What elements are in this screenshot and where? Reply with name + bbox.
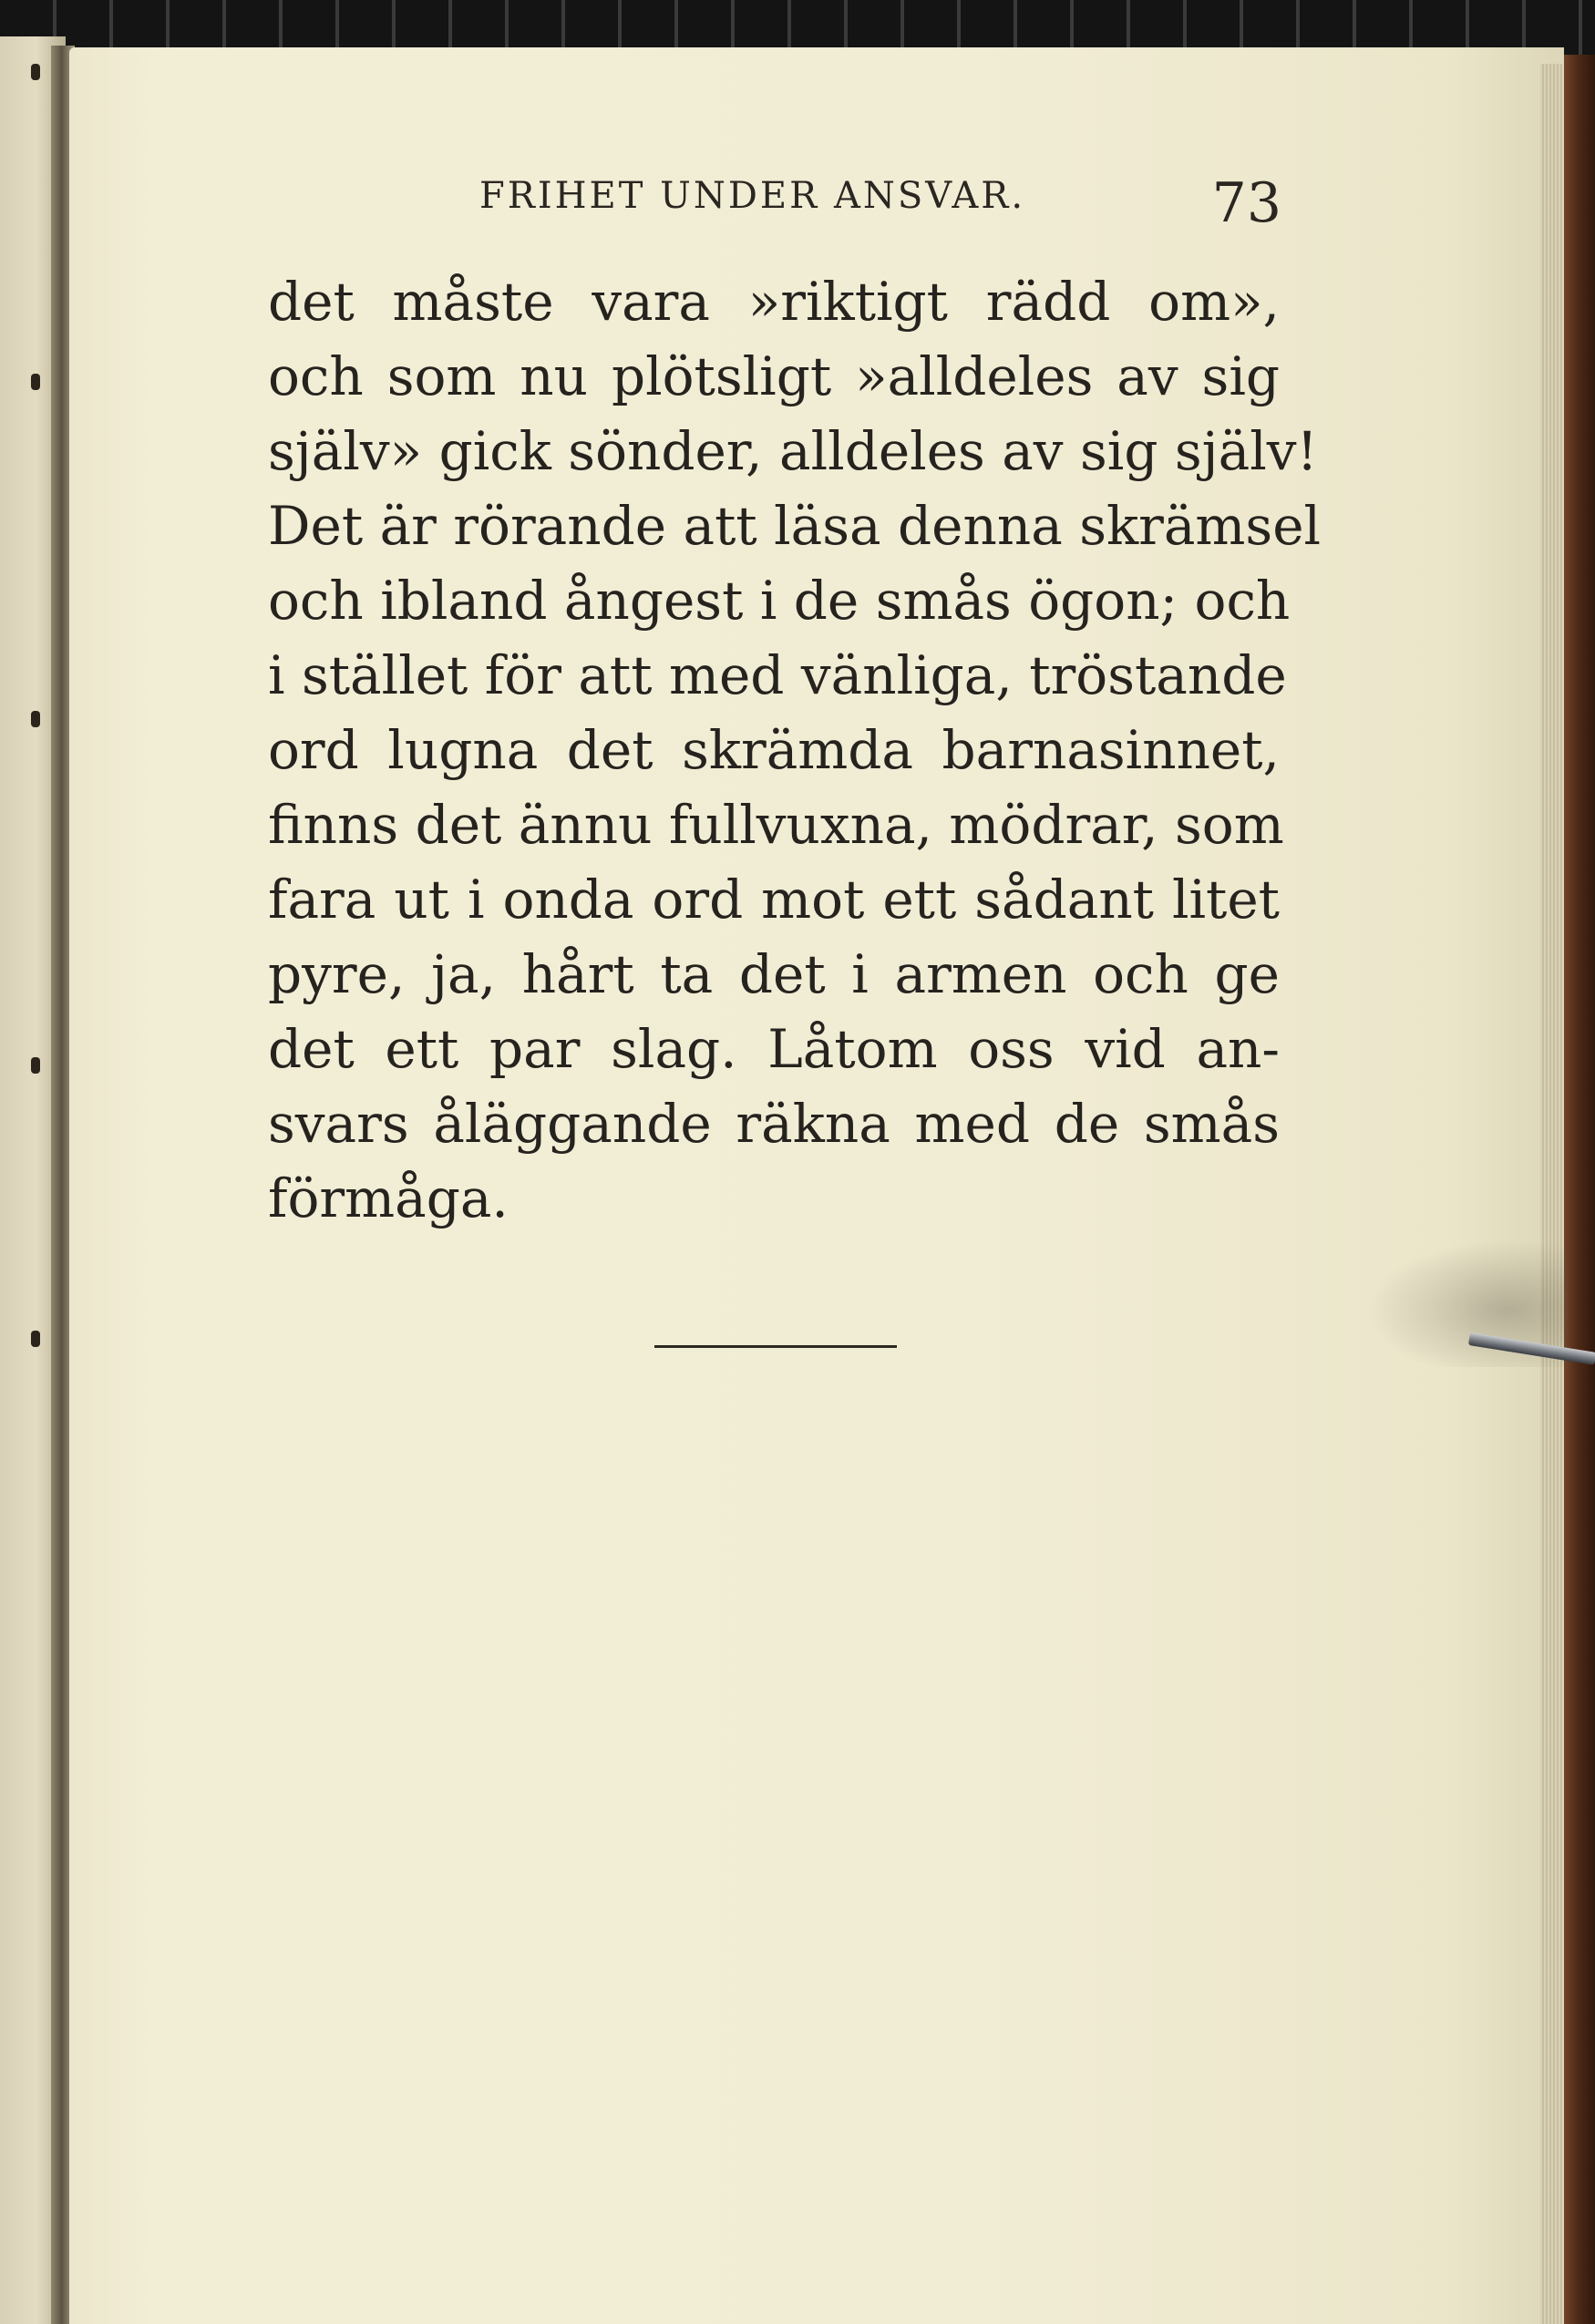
binding-stitch bbox=[31, 711, 40, 727]
text-line: finns det ännu fullvuxna, mödrar, som bbox=[268, 794, 1284, 856]
text-line: och som nu plötsligt »alldeles av sig bbox=[268, 345, 1280, 407]
binding-stitch bbox=[31, 1331, 40, 1347]
text-line: själv» gick sönder, alldeles av sig själv! bbox=[268, 420, 1318, 482]
text-line: svars åläggande räkna med de smås bbox=[268, 1093, 1280, 1155]
page-number: 73 bbox=[1211, 171, 1281, 235]
page-block-edge bbox=[1540, 64, 1562, 2324]
text-line: förmåga. bbox=[268, 1167, 509, 1229]
text-line: det ett par slag. Låtom oss vid an- bbox=[268, 1018, 1280, 1080]
text-line: och ibland ångest i de smås ögon; och bbox=[268, 570, 1291, 632]
text-line: fara ut i onda ord mot ett sådant litet bbox=[268, 869, 1280, 931]
binding-stitch bbox=[31, 64, 40, 80]
body-text bbox=[268, 264, 1322, 1236]
binding-stitch bbox=[31, 1057, 40, 1074]
section-end-rule bbox=[654, 1345, 897, 1348]
book-cover-edge bbox=[1560, 55, 1595, 2324]
page-header bbox=[479, 171, 1281, 235]
text-line: i stället för att med vänliga, tröstande bbox=[268, 644, 1287, 706]
text-line: Det är rörande att läsa denna skrämsel bbox=[268, 495, 1322, 557]
running-head: FRIHET UNDER ANSVAR. bbox=[479, 175, 1026, 217]
text-line: pyre, ja, hårt ta det i armen och ge bbox=[268, 943, 1280, 1005]
text-line: det måste vara »riktigt rädd om», bbox=[268, 271, 1280, 333]
text-line: ord lugna det skrämda barnasinnet, bbox=[268, 719, 1280, 781]
binding-stitch bbox=[31, 374, 40, 390]
